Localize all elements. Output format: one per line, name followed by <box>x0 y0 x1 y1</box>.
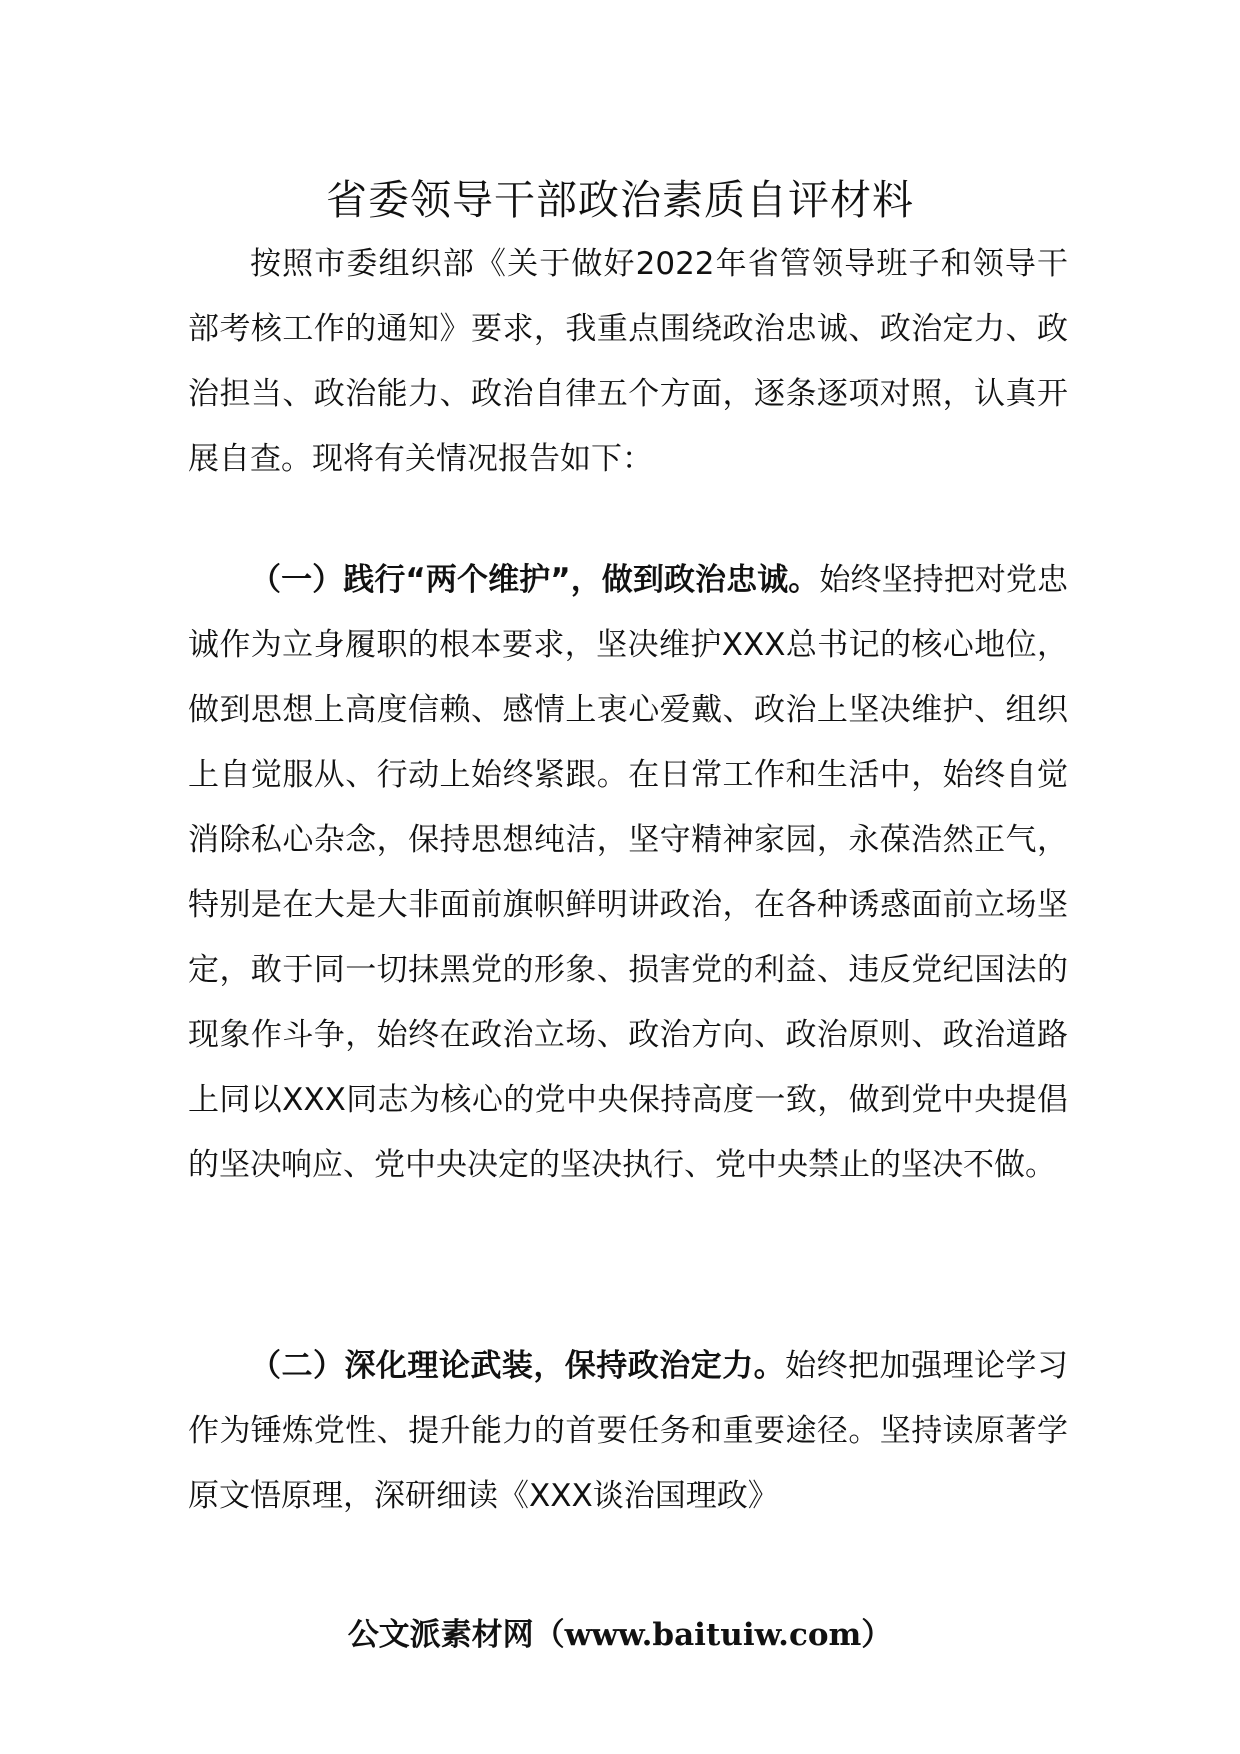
document-title: 省委领导干部政治素质自评材料 <box>326 176 914 224</box>
section-heading-2: （二）深化理论武装，保持政治定力。 <box>250 1348 786 1384</box>
page-footer: 公文派素材网（www.baituiw.com） <box>347 1617 893 1653</box>
section-body-2: 始终把加强理论学习作为锤炼党性、提升能力的首要任务和重要途径。坚持读原著学原文悟原理，深研细读《XXX谈治国理政》 <box>188 1348 1069 1514</box>
section-body-1: 始终坚持把对党忠诚作为立身履职的根本要求，坚决维护XXX总书记的核心地位，做到思想上高度信赖、感情上衷心爱戴、政治上坚决维护、组织上自觉服从、行动上始终紧跟。在日常工作和生活中，始终自觉消除私心杂念，保持思想纯洁，坚守精神家园，永葆浩然正气，特别是在大是大非面前旗帜鲜明讲政治，在各种诱惑面前立场坚定，敢于同一切抹黑党的形象、损害党的利益、违反党纪国法的现象作斗争，始终在政治立场、政治方向、政治原则、政治道路上同以XXX同志为核心的党中央保持高度一致，做到党中央提倡的坚决响应、党中央决定的坚决执行、党中央禁止的坚决不做。 <box>188 562 1068 1183</box>
section-paragraph-2 <box>188 1334 1068 1529</box>
section-heading-1: （一）践行“两个维护”，做到政治忠诚。 <box>250 562 820 598</box>
section-paragraph-1 <box>188 548 1068 1198</box>
intro-paragraph: 按照市委组织部《关于做好2022年省管领导班子和领导干部考核工作的通知》要求，我重点围绕政治忠诚、政治定力、政治担当、政治能力、政治自律五个方面，逐条逐项对照，认真开展自查。现将有关情况报告如下： <box>188 246 1068 477</box>
